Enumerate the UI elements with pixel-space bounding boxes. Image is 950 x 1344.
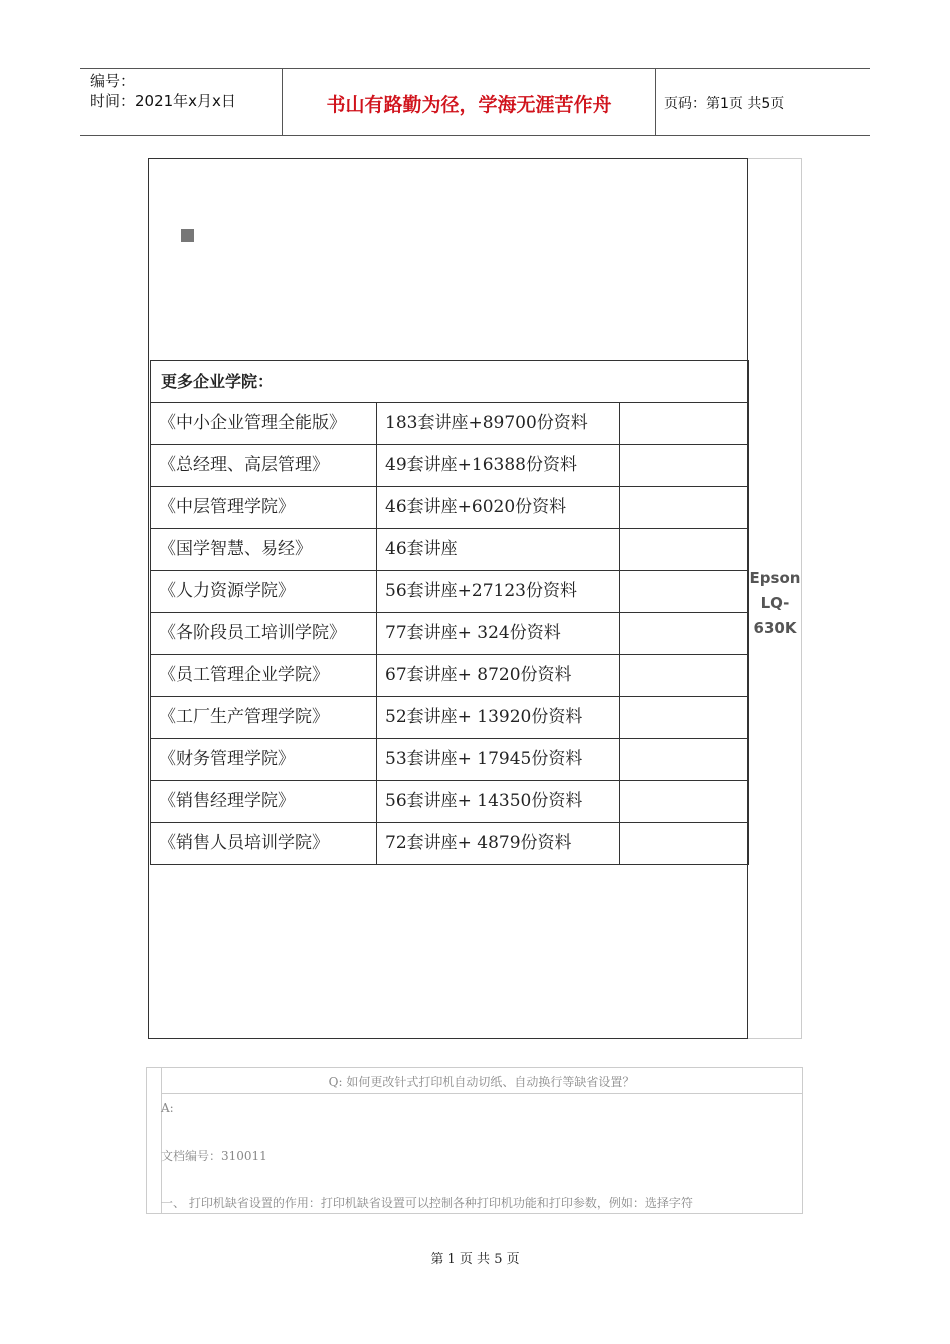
header-meta xyxy=(90,71,236,111)
course-name: 《销售人员培训学院》 xyxy=(151,823,377,865)
course-rows xyxy=(151,403,749,865)
course-name: 《工厂生产管理学院》 xyxy=(151,697,377,739)
course-desc: 67套讲座+ 8720份资料 xyxy=(377,655,620,697)
table-row xyxy=(151,697,749,739)
table-row xyxy=(151,487,749,529)
course-desc: 46套讲座 xyxy=(377,529,620,571)
course-empty-cell xyxy=(620,739,749,781)
table-row xyxy=(151,529,749,571)
course-desc: 46套讲座+6020份资料 xyxy=(377,487,620,529)
course-desc: 53套讲座+ 17945份资料 xyxy=(377,739,620,781)
table-row xyxy=(151,655,749,697)
course-empty-cell xyxy=(620,697,749,739)
course-empty-cell xyxy=(620,781,749,823)
course-name: 《财务管理学院》 xyxy=(151,739,377,781)
header-top-rule xyxy=(80,68,870,69)
course-empty-cell xyxy=(620,571,749,613)
qa-question: Q: 如何更改针式打印机自动切纸、自动换行等缺省设置？ xyxy=(328,1075,635,1089)
side-printer-label: Epson LQ-630K xyxy=(749,569,801,637)
course-name: 《中层管理学院》 xyxy=(151,487,377,529)
course-empty-cell xyxy=(620,529,749,571)
qa-header-rule xyxy=(161,1093,802,1094)
qa-box xyxy=(146,1067,803,1214)
table-row xyxy=(151,403,749,445)
header-motto: 书山有路勤为径，学海无涯苦作舟 xyxy=(326,94,612,116)
table-row xyxy=(151,613,749,655)
course-name: 《人力资源学院》 xyxy=(151,571,377,613)
header-divider-right xyxy=(655,68,656,136)
header-number-label: 编号： xyxy=(90,72,136,90)
course-empty-cell xyxy=(620,445,749,487)
course-desc: 56套讲座+27123份资料 xyxy=(377,571,620,613)
qa-doc-number: 文档编号：310011 xyxy=(161,1149,267,1163)
header-bottom-rule xyxy=(80,135,870,136)
bullet-square-icon xyxy=(181,229,194,242)
course-empty-cell xyxy=(620,487,749,529)
course-desc: 52套讲座+ 13920份资料 xyxy=(377,697,620,739)
course-desc: 56套讲座+ 14350份资料 xyxy=(377,781,620,823)
table-row xyxy=(151,823,749,865)
page-footer: 第 1 页 共 5 页 xyxy=(430,1252,520,1267)
header-date: 时间：2021年x月x日 xyxy=(90,92,236,110)
courses-table xyxy=(150,360,749,865)
course-empty-cell xyxy=(620,403,749,445)
table-row xyxy=(151,571,749,613)
course-empty-cell xyxy=(620,655,749,697)
courses-heading-row xyxy=(151,361,749,403)
course-name: 《销售经理学院》 xyxy=(151,781,377,823)
table-row xyxy=(151,739,749,781)
course-name: 《中小企业管理全能版》 xyxy=(151,403,377,445)
qa-answer-label: A: xyxy=(161,1101,174,1115)
course-empty-cell xyxy=(620,823,749,865)
course-desc: 183套讲座+89700份资料 xyxy=(377,403,620,445)
course-desc: 72套讲座+ 4879份资料 xyxy=(377,823,620,865)
course-desc: 49套讲座+16388份资料 xyxy=(377,445,620,487)
qa-paragraph: 一、 打印机缺省设置的作用：打印机缺省设置可以控制各种打印机功能和打印参数，例如：选择字符 xyxy=(161,1196,693,1210)
header-page-info: 页码：第1页 共5页 xyxy=(664,96,785,112)
course-empty-cell xyxy=(620,613,749,655)
course-desc: 77套讲座+ 324份资料 xyxy=(377,613,620,655)
course-name: 《各阶段员工培训学院》 xyxy=(151,613,377,655)
table-row xyxy=(151,445,749,487)
course-name: 《员工管理企业学院》 xyxy=(151,655,377,697)
course-name: 《国学智慧、易经》 xyxy=(151,529,377,571)
table-row xyxy=(151,781,749,823)
courses-heading: 更多企业学院： xyxy=(151,361,749,403)
course-name: 《总经理、高层管理》 xyxy=(151,445,377,487)
